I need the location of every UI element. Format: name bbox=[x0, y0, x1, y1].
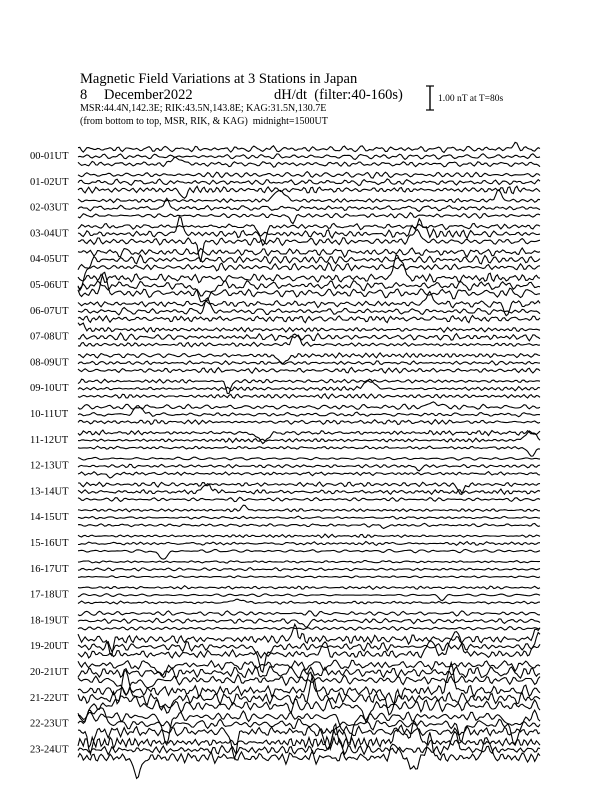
station-trace-rik bbox=[78, 568, 540, 571]
hour-row-label: 13-14UT bbox=[30, 486, 69, 498]
station-trace-rik bbox=[78, 333, 540, 341]
hour-row-label: 16-17UT bbox=[30, 563, 69, 575]
date-day: 8 bbox=[80, 87, 88, 103]
hour-row-label: 15-16UT bbox=[30, 538, 69, 549]
station-trace-msr bbox=[78, 394, 540, 399]
station-trace-rik bbox=[78, 666, 540, 678]
hour-row-label: 17-18UT bbox=[30, 589, 69, 601]
station-trace-kag bbox=[78, 248, 540, 257]
station-trace-rik bbox=[78, 464, 540, 471]
hour-row-label: 04-05UT bbox=[30, 254, 69, 266]
hour-row-label: 23-24UT bbox=[30, 744, 69, 756]
station-trace-rik bbox=[78, 516, 540, 519]
hour-row-label: 07-08UT bbox=[30, 331, 69, 343]
station-trace-kag bbox=[78, 611, 540, 616]
order-note: (from bottom to top, MSR, RIK, & KAG) bbox=[80, 116, 248, 127]
hour-row-label: 14-15UT bbox=[30, 512, 69, 524]
hour-row-label: 03-04UT bbox=[30, 228, 69, 240]
filter-label: (filter:40-160s) bbox=[314, 87, 403, 103]
hour-row-label: 20-21UT bbox=[30, 667, 69, 678]
station-trace-msr bbox=[78, 599, 540, 604]
station-trace-rik bbox=[78, 361, 540, 365]
station-trace-msr bbox=[78, 497, 540, 501]
station-trace-msr bbox=[78, 472, 540, 478]
station-trace-msr bbox=[78, 576, 540, 578]
station-trace-msr bbox=[78, 315, 540, 322]
scale-bar-label: 1.00 nT at T=80s bbox=[438, 94, 504, 104]
station-trace-kag bbox=[78, 505, 540, 512]
hour-row-label: 18-19UT bbox=[30, 615, 69, 627]
station-trace-msr bbox=[78, 523, 540, 528]
station-trace-kag bbox=[78, 172, 540, 179]
station-trace-kag bbox=[78, 586, 540, 590]
hour-row-label: 11-12UT bbox=[30, 434, 69, 446]
hour-row-label: 21-22UT bbox=[30, 692, 69, 704]
station-trace-kag bbox=[78, 402, 540, 409]
station-trace-msr bbox=[78, 368, 540, 374]
hour-row-label: 05-06UT bbox=[30, 280, 69, 291]
hour-row-label: 00-01UT bbox=[30, 151, 69, 162]
station-trace-kag bbox=[78, 323, 540, 333]
station-trace-kag bbox=[78, 561, 540, 563]
station-trace-msr bbox=[78, 627, 540, 631]
station-trace-kag bbox=[78, 379, 540, 393]
hour-row-label: 01-02UT bbox=[30, 176, 69, 188]
station-trace-rik bbox=[78, 179, 540, 186]
station-trace-msr bbox=[78, 186, 540, 198]
hour-row-label: 12-13UT bbox=[30, 460, 69, 472]
hour-row-label: 08-09UT bbox=[30, 357, 69, 369]
hour-row-label: 06-07UT bbox=[30, 305, 69, 317]
hour-row-label: 02-03UT bbox=[30, 202, 69, 214]
station-trace-kag bbox=[78, 457, 540, 460]
hour-row-label: 22-23UT bbox=[30, 718, 69, 730]
chart-title: Magnetic Field Variations at 3 Stations in Japan bbox=[80, 71, 358, 87]
station-trace-msr bbox=[78, 334, 540, 347]
station-trace-rik bbox=[78, 407, 540, 416]
station-trace-rik bbox=[78, 198, 540, 211]
station-trace-msr bbox=[78, 213, 540, 224]
date-month-year: December2022 bbox=[104, 87, 193, 103]
station-trace-rik bbox=[78, 154, 540, 160]
station-trace-msr bbox=[78, 420, 540, 425]
station-trace-rik bbox=[78, 542, 540, 546]
station-trace-msr bbox=[78, 263, 540, 271]
station-trace-kag bbox=[78, 142, 540, 152]
station-trace-rik bbox=[78, 431, 540, 443]
station-trace-msr bbox=[78, 446, 540, 456]
hour-row-label: 19-20UT bbox=[30, 641, 69, 653]
station-trace-kag bbox=[78, 353, 540, 364]
station-trace-msr bbox=[78, 549, 540, 559]
station-trace-kag bbox=[78, 255, 540, 283]
midnight-note: midnight=1500UT bbox=[252, 116, 328, 127]
station-trace-rik bbox=[78, 594, 540, 601]
station-coordinates: MSR:44.4N,142.3E; RIK:43.5N,143.8E; KAG:31.5N,130.7E bbox=[80, 103, 327, 114]
station-trace-rik bbox=[78, 618, 540, 627]
hour-row-label: 10-11UT bbox=[30, 409, 69, 420]
station-trace-kag bbox=[78, 534, 540, 538]
quantity-label: dH/dt bbox=[274, 87, 308, 103]
hour-row-label: 09-10UT bbox=[30, 383, 69, 395]
station-trace-msr bbox=[78, 157, 540, 167]
